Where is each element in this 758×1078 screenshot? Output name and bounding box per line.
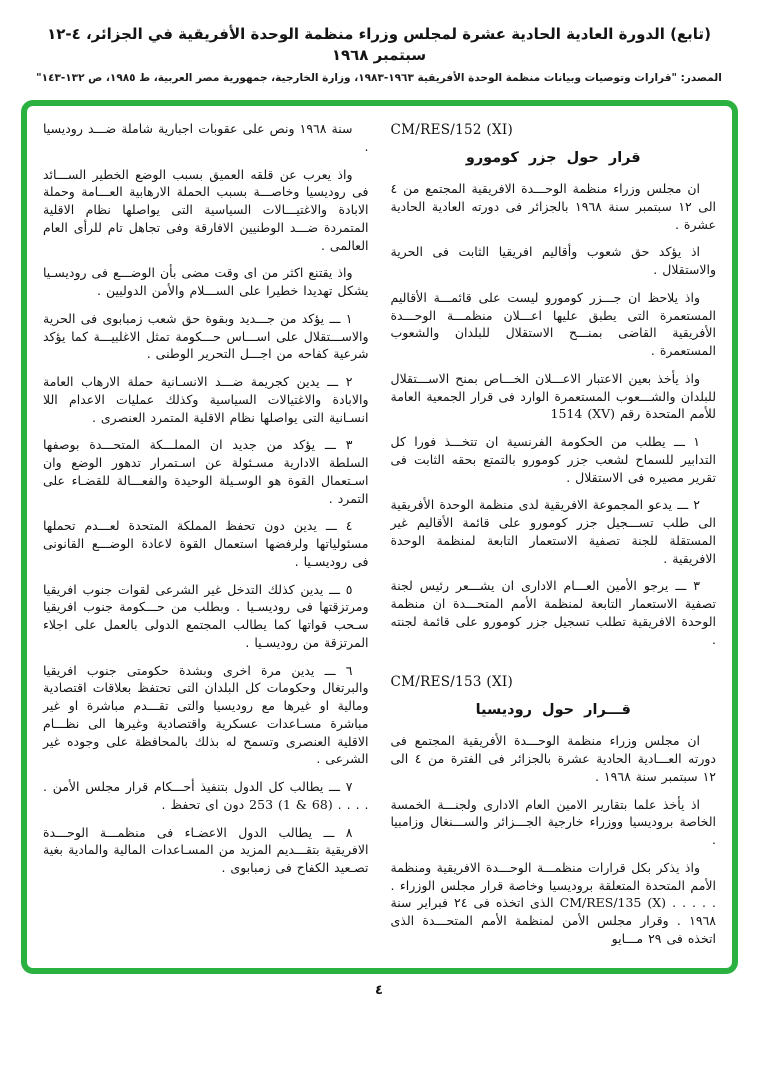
paragraph: ٦ ـــ يدين مرة اخرى وبشدة حكومتى جنوب افريقيا والبرتغال وحكومات كل البلدان التى تحتفظ بعلاقات اقتصادية ومالية او غيرها مع روديسيا والتى تقـــدم مباشرة او غير مباشرة مسـاعدات عسكرية واقتصادية وغيرها الى نظـــام الاقلية العنصرى وتسمح له بذلك بالمحافظة على وجوده غير الشرعى . [43, 662, 369, 767]
paragraph: ٢ ـــ يدين كجريمة ضـــد الانسـانية حملة الارهاب العامة والابادة والاغتيالات السياسية وكذلك عمليات الاعدام اللا انسـانية التى يواصلها نظام الاقلية المتمرد العنصرى . [43, 374, 369, 425]
continuation-body [43, 120, 369, 877]
paragraph: ٥ ـــ يدين كذلك التدخل غير الشرعى لقوات جنوب افريقيا ومرتزقتها فى روديسـيا . وبطلب من حـــكومة جنوب افريقيا سـحب قواتها كما يطالب المجتمع الدولى بالعمل على اجلاء المرتزقة من روديسـيا . [43, 581, 369, 650]
resolution-153-title: قـــرار حول روديسيا [475, 702, 631, 719]
column-right-resolutions [391, 120, 717, 958]
paragraph: ٧ ـــ يطالب كل الدول بتنفيذ أحـــكام قرار مجلس الأمن . . . . . 253 (1 & 68) دون اى تحفظ . [43, 779, 369, 812]
page-number: ٤ [375, 982, 383, 998]
paragraph: ٨ ـــ يطالب الدول الاعضـاء فى منظمـــة الوحـــدة الافريقية بتقـــديم المزيد من المسـاعدات المالية والمادية بغية تصـعيد الكفاح فى زمبابوى . [43, 824, 369, 875]
latin-reference: 1514 (XV) [550, 406, 615, 422]
paragraph: واذ يقتنع اكثر من اى وقت مضى بأن الوضـــع فى روديسـيا يشكل تهديدا خطيرا على الســـلام والأمن الدوليين . [43, 265, 369, 298]
paragraph: ٣ ـــ يرجو الأمين العـــام الادارى ان يشـــعر رئيس لجنة تصفية الاستعمار التابعة لمنظمة الأمم المتحـــدة ان منظمة الوحدة الافريقية تطلب تسجيل جزر كومورو على قائمة لجنته . [390, 578, 716, 647]
green-content-frame [21, 100, 738, 974]
paragraph: ٣ ـــ يؤكد من جديد ان المملـــكة المتحـــدة بوصفها السلطة الادارية مسـئولة عن اسـتمرار تدهور الوضع وان اسـتعمال القوة هو الوسـيلة الوحيدة والفعـــالة للقضـاء على التمرد . [43, 437, 369, 506]
resolution-152-title: قرار حول جزر كومورو [465, 150, 641, 166]
resolution-153-body [391, 732, 717, 947]
paragraph: سنة ١٩٦٨ ونص على عقوبات اجبارية شاملة ضـــد روديسيا . [43, 121, 369, 154]
paragraph: ٢ ـــ يدعو المجموعة الافريقية لدى منظمة الوحدة الأفريقية الى طلب تســـجيل جزر كومورو على قائمة الأقاليم غير المستقلة للجنة تصفية الاستعمار التابعة لمنظمة الوحدة الافريقية . [390, 497, 716, 566]
page-header [0, 0, 758, 84]
paragraph: ١ ـــ يؤكد من جـــديد وبقوة حق شعب زمبابوى فى الحرية والاســـتقلال على اســـاس حـــكومة تمثل الاغلبيـــة كما يؤكد شرعية كفاحه من اجـــل التحرير الوطنى . [43, 310, 369, 362]
paragraph: واذ يأخذ بعين الاعتبار الاعـــلان الخـــاص بمنح الاســـتقلال للبلدان والشـــعوب المستعمرة الوارد فى قرار الجمعية العامة للأمم المتحدة رقم 1514 (XV) [390, 370, 716, 422]
column-left-continuation [43, 120, 369, 958]
resolution-152-code: CM/RES/152 (XI) [390, 122, 514, 138]
paragraph: ان مجلس وزراء منظمة الوحـــدة الافريقية المجتمع من ٤ الى ١٢ سبتمبر سنة ١٩٦٨ بالجزائر فى دورته العادية الحادية عشرة . [390, 181, 716, 232]
paragraph: اذ يؤكد حق شعوب وأقاليم افريقيا الثابت فى الحرية والاستقلال . [390, 244, 716, 277]
paragraph: ١ ـــ يطلب من الحكومة الفرنسية ان تتخـــذ فورا كل التدابير للسماح لشعب جزر كومورو بالتمتع بحقه الثابت فى تقرير مصيره فى الاستقلال . [390, 434, 716, 485]
paragraph: اذ يأخذ علما بتقارير الامين العام الادارى ولجنـــة الخمسة الخاصة بروديسيا ووزراء خارجية الجـــزائر والســـنغال وزامبيا . [390, 796, 716, 847]
paragraph: ٤ ـــ يدين دون تحفظ المملكة المتحدة لعـــدم تحملها مسئولياتها ولرفضها استعمال القوة لاعادة الوضـــع القانونى فى روديسـيا . [43, 518, 369, 569]
latin-reference: CM/RES/135 (X) [559, 895, 667, 911]
paragraph: واذ يذكر بكل قرارات منظمـــة الوحـــدة الافريقية ومنظمة الأمم المتحدة المتعلقة بروديسيا وخاصة قرار مجلس الوزراء . . . . . . CM/RES/135 (X) الذى اتخذه فى ٢٤ فبراير سنة ١٩٦٨ . وقرار مجلس الأمن لمنظمة الأمم المتحـــدة الذى اتخذه فى ٢٩ مـــايو [390, 859, 717, 946]
paragraph: واذ يعرب عن قلقه العميق بسبب الوضع الخطير الســـائد فى روديسيا وخاصـــة بسبب الحملة الارهابية العـــامة وحملة الابادة والاغتيـــالات السياسية التى يواصلها نظام الاقلية المتمردة ضـــد الوطنيين الافارقة وفى تجاهل تام للرأى العام العالمى . [43, 166, 369, 253]
page-footer [0, 983, 758, 998]
latin-reference: 253 (1 & 68) [249, 796, 333, 812]
paragraph: واذ يلاحظ ان جـــزر كومورو ليست على قائمـــة الأقاليم المستعمرة التى يطبق عليها اعـــلان منظمـــة الوحـــدة الأفريقية القاضى بمنـــح الاستقلال للبلدان والشعوب المستعمرة . [390, 289, 716, 358]
resolution-153 [391, 674, 717, 947]
resolution-152 [391, 122, 717, 648]
session-title: (تابع) الدورة العادية الحادية عشرة لمجلس وزراء منظمة الوحدة الأفريقية في الجزائر، ٤-١٢ سبتمبر ١٩٦٨ [47, 25, 711, 64]
resolution-153-code: CM/RES/153 (XI) [390, 674, 514, 691]
source-citation: المصدر: "قرارات وتوصيات وبيانات منظمة الوحدة الأفريقية ١٩٦٣-١٩٨٣، وزارة الخارجية، جمهورية مصر العربية، ط ١٩٨٥، ص ١٣٢-١٤٣" [36, 72, 722, 84]
paragraph: ان مجلس وزراء منظمة الوحـــدة الأفريقية المجتمع فى دورته العـــادية الحادية عشرة بالجزائر فى الفترة من ٤ الى ١٢ سبتمبر سنة ١٩٦٨ . [390, 733, 716, 784]
resolution-152-body [391, 180, 717, 648]
